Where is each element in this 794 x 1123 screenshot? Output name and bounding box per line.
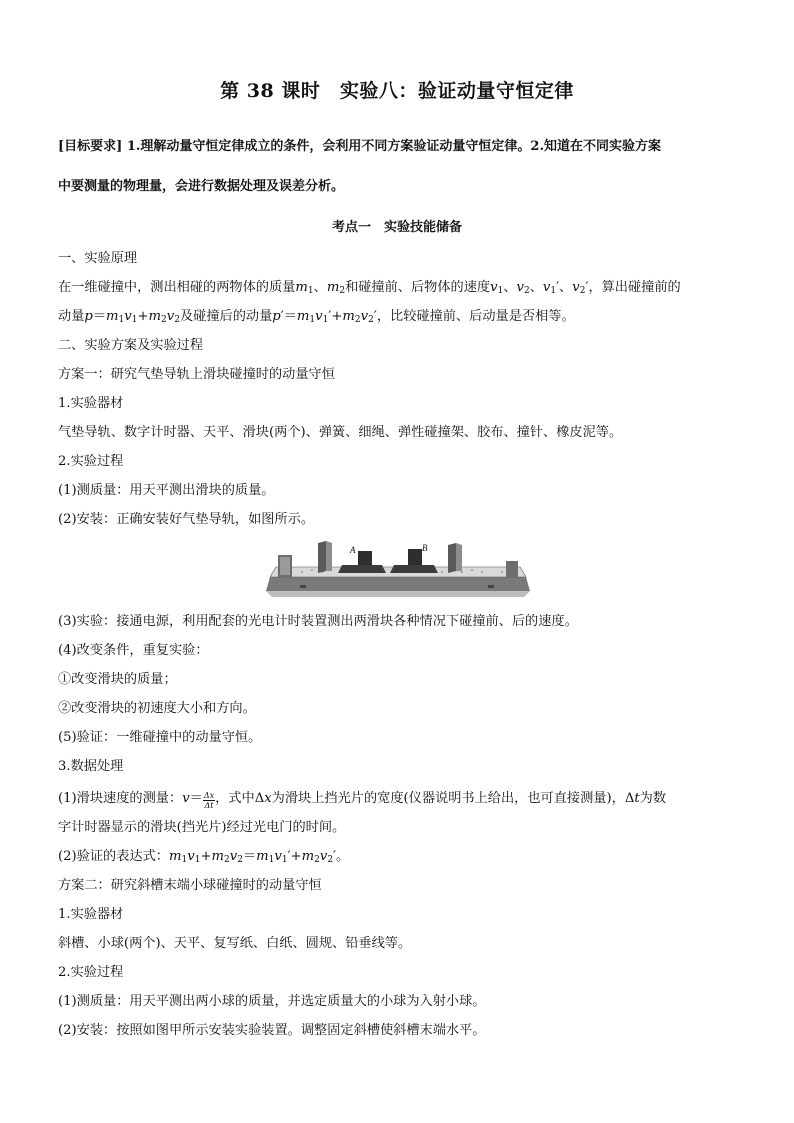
- section-heading: 考点一 实验技能储备: [331, 220, 462, 235]
- scheme2-step-1: (1)测质量：用天平测出两小球的质量，并选定质量大的小球为入射小球。: [58, 994, 486, 1009]
- scheme1-data-1: (1)滑块速度的测量：v＝ $\frac{\Delta x}{\Delta t}$ ，式中Δx为滑块上挡光片的宽度(仪器说明书上给出，也可直接测量)，Δt为数: [58, 791, 667, 810]
- principle-text-e: 及碰撞后的动量: [179, 309, 273, 324]
- scheme1-title: 方案一：研究气垫导轨上滑块碰撞时的动量守恒: [58, 367, 335, 382]
- slider-b-label: B: [422, 543, 428, 553]
- scheme1-step-4-2: ②改变滑块的初速度大小和方向。: [58, 701, 256, 716]
- goal-text-1: 1.理解动量守恒定律成立的条件，会利用不同方案验证动量守恒定律。2.知道在不同实验方案: [126, 139, 661, 154]
- principle-text-d: 动量: [58, 309, 85, 324]
- principle-line-2: 动量$p=m_1v_1+m_2v_2$及碰撞后的动量$p'=m_1v_1'+m_2v_2'$，比较碰撞前、后动量是否相等。: [58, 309, 575, 325]
- page-title: 第 38 课时 实验八：验证动量守恒定律: [220, 80, 574, 102]
- scheme1-equip: 气垫导轨、数字计时器、天平、滑块(两个)、弹簧、细绳、弹性碰撞架、胶布、撞针、橡皮泥等。: [58, 425, 623, 440]
- scheme1-step-3: (3)实验：接通电源，利用配套的光电计时装置测出两滑块各种情况下碰撞前、后的速度。: [58, 614, 578, 629]
- scheme2-equip: 斜槽、小球(两个)、天平、复写纸、白纸、圆规、铅垂线等。: [58, 936, 412, 951]
- scheme1-step-5: (5)验证：一维碰撞中的动量守恒。: [58, 730, 262, 745]
- scheme1-step-4-1: ①改变滑块的质量；: [58, 672, 177, 687]
- principle-heading: 一、实验原理: [58, 251, 138, 266]
- scheme2-equip-heading: 1.实验器材: [58, 907, 124, 922]
- scheme1-step-4: (4)改变条件，重复实验：: [58, 643, 209, 658]
- data-text-a: (1)滑块速度的测量：: [58, 791, 183, 806]
- data-text-e: (2)验证的表达式：: [58, 849, 169, 864]
- scheme1-data-2: (2)验证的表达式：$m_1v_1+m_2v_2=m_1v_1'+m_2v_2'$。: [58, 849, 350, 865]
- scheme2-step-2: (2)安装：按照如图甲所示安装实验装置。调整固定斜槽使斜槽末端水平。: [58, 1023, 486, 1038]
- scheme1-equip-heading: 1.实验器材: [58, 396, 124, 411]
- scheme1-data-1-cont: 字计时器显示的滑块(挡光片)经过光电门的时间。: [58, 820, 346, 835]
- principle-text-f: ，比较碰撞前、后动量是否相等。: [376, 309, 575, 324]
- scheme2-process-heading: 2.实验过程: [58, 965, 124, 980]
- scheme1-data-heading: 3.数据处理: [58, 759, 124, 774]
- scheme1-step-2: (2)安装：正确安装好气垫导轨，如图所示。: [58, 512, 315, 527]
- data-text-d: 为数: [639, 791, 667, 806]
- data-text-c: 为滑块上挡光片的宽度(仪器说明书上给出，也可直接测量)，: [271, 791, 625, 806]
- principle-line-1: 在一维碰撞中，测出相碰的两物体的质量$m_1$、$m_2$和碰撞前、后物体的速度$v_1$、$v_2$、$v_1'$、$v_2'$，算出碰撞前的: [58, 280, 681, 296]
- scheme2-title: 方案二：研究斜槽末端小球碰撞时的动量守恒: [58, 878, 322, 893]
- scheme-heading: 二、实验方案及实验过程: [58, 338, 204, 353]
- goal-tag: [目标要求]: [58, 139, 123, 154]
- scheme1-step-1: (1)测质量：用天平测出滑块的质量。: [58, 483, 275, 498]
- principle-text-b: 和碰撞前、后物体的速度: [345, 280, 491, 295]
- principle-text-a: 在一维碰撞中，测出相碰的两物体的质量: [58, 280, 296, 295]
- goal-line-1: [58, 140, 748, 153]
- air-track-figure: [262, 541, 534, 597]
- goal-line-2: 中要测量的物理量，会进行数据处理及误差分析。: [58, 179, 345, 194]
- scheme1-process-heading: 2.实验过程: [58, 454, 124, 469]
- principle-text-c: ，算出碰撞前的: [588, 280, 681, 295]
- slider-a-label: A: [350, 545, 356, 555]
- velocity-fraction: $\frac{\Delta x}{\Delta t}$: [203, 791, 215, 810]
- data-text-b: ，式中: [215, 791, 255, 806]
